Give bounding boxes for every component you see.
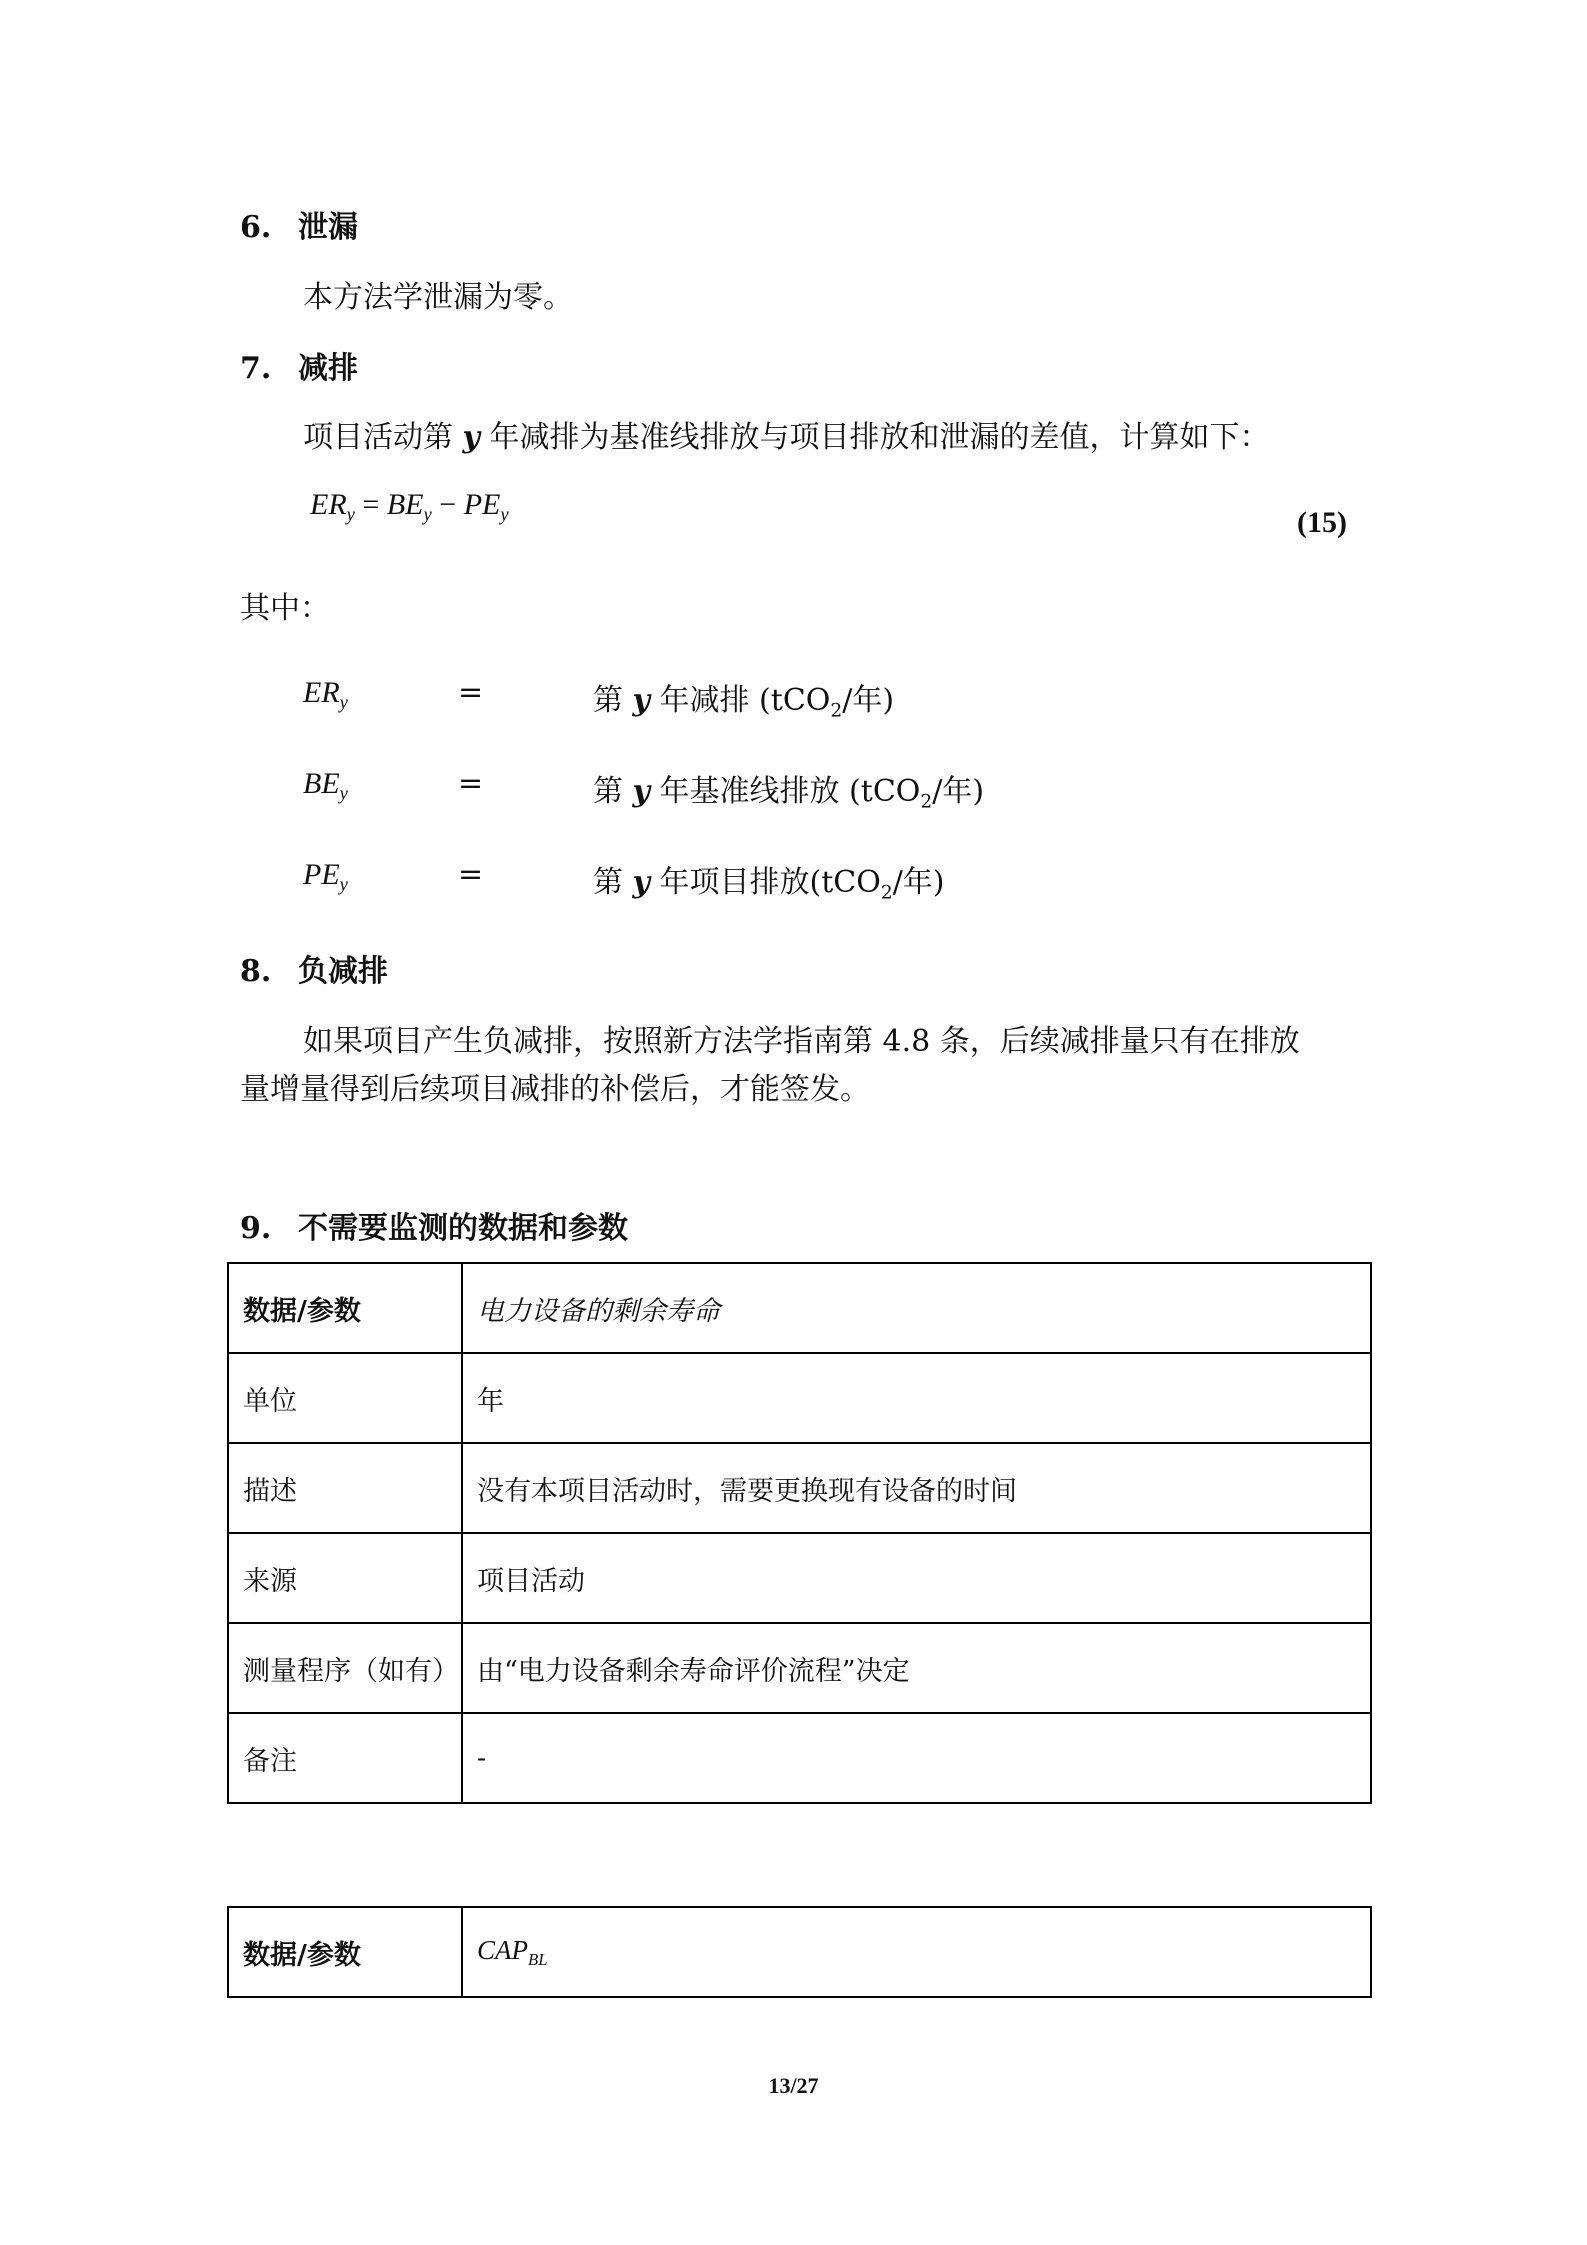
section-number: 9. [240, 1211, 272, 1246]
text: 第 [593, 774, 633, 809]
eq-lhs-sub: y [346, 504, 355, 526]
table-value: 项目活动 [462, 1533, 1371, 1623]
table-value: 电力设备的剩余寿命 [462, 1263, 1371, 1353]
def-text [593, 675, 894, 722]
text: 第 [593, 683, 633, 718]
subscript: 2 [830, 700, 843, 722]
section-9-heading [240, 1203, 628, 1247]
table-row [228, 1353, 1371, 1443]
table-row [228, 1263, 1371, 1353]
def-equals: = [458, 675, 484, 710]
eq-term2-sub: y [500, 504, 509, 526]
eq-term2: PE [463, 488, 501, 521]
section-title: 减排 [298, 351, 358, 386]
def-equals: = [458, 766, 484, 801]
def-symbol-sub: y [339, 874, 348, 896]
section-8-line-1: 如果项目产生负减排，按照新方法学指南第 4.8 条，后续减排量只有在排放 [303, 1024, 1300, 1059]
section-title: 负减排 [298, 954, 388, 989]
table-value: 由“电力设备剩余寿命评价流程”决定 [462, 1623, 1371, 1713]
table-value: 年 [462, 1353, 1371, 1443]
section-8-line-2: 量增量得到后续项目减排的补偿后，才能签发。 [240, 1072, 870, 1107]
table-row [228, 1443, 1371, 1533]
section-title: 泄漏 [298, 210, 358, 245]
text: 年减排 (tCO [649, 683, 831, 718]
table-key: 备注 [228, 1713, 462, 1803]
eq-lhs: ER [310, 488, 347, 521]
table-row [228, 1713, 1371, 1803]
def-text [593, 857, 945, 904]
def-symbol: ER [303, 676, 340, 709]
def-equals: = [458, 857, 484, 892]
text: 年项目排放(tCO [649, 865, 881, 900]
text: 年减排为基准线排放与项目排放和泄漏的差值，计算如下： [479, 420, 1270, 455]
def-symbol-sub: y [339, 692, 348, 714]
variable-y: y [462, 420, 480, 455]
table-value: - [462, 1713, 1371, 1803]
table-row [228, 1907, 1371, 1997]
text: /年) [842, 683, 895, 718]
table-value: 没有本项目活动时，需要更换现有设备的时间 [462, 1443, 1371, 1533]
definition-pe [303, 857, 348, 897]
definition-be [303, 766, 348, 806]
eq-term1-sub: y [423, 504, 432, 526]
section-number: 7. [240, 351, 272, 386]
param-symbol-sub: BL [528, 1949, 548, 1969]
def-symbol: PE [303, 858, 340, 891]
eq-minus: − [431, 488, 464, 521]
param-symbol: CAP [477, 1934, 528, 1965]
table-row [228, 1533, 1371, 1623]
section-number: 6. [240, 210, 272, 245]
section-6-body: 本方法学泄漏为零。 [303, 280, 573, 315]
section-7-body [303, 412, 1270, 456]
table-row [228, 1623, 1371, 1713]
table-value [462, 1907, 1371, 1997]
def-text [593, 766, 984, 813]
eq-equals: = [354, 488, 387, 521]
table-key: 数据/参数 [228, 1263, 462, 1353]
table-key: 来源 [228, 1533, 462, 1623]
parameter-table-cap-bl [227, 1906, 1372, 1998]
variable-y: y [632, 683, 650, 718]
section-title: 不需要监测的数据和参数 [298, 1211, 628, 1246]
where-label: 其中： [240, 591, 330, 626]
text: 年基准线排放 (tCO [649, 774, 921, 809]
section-8-heading [240, 946, 388, 990]
text: /年) [932, 774, 985, 809]
equation-15 [310, 488, 509, 527]
table-key: 单位 [228, 1353, 462, 1443]
variable-y: y [632, 865, 650, 900]
parameter-table-remaining-lifetime [227, 1262, 1372, 1804]
definition-er [303, 675, 348, 715]
eq-term1: BE [386, 488, 424, 521]
table-key: 描述 [228, 1443, 462, 1533]
def-symbol: BE [303, 767, 340, 800]
text: /年) [892, 865, 945, 900]
table-key: 数据/参数 [228, 1907, 462, 1997]
subscript: 2 [920, 791, 933, 813]
section-6-heading [240, 202, 358, 246]
subscript: 2 [880, 882, 893, 904]
table-key: 测量程序（如有） [228, 1623, 462, 1713]
section-number: 8. [240, 954, 272, 989]
text: 项目活动第 [303, 420, 463, 455]
variable-y: y [632, 774, 650, 809]
page-number: 13/27 [768, 2073, 819, 2098]
section-7-heading [240, 343, 358, 387]
def-symbol-sub: y [339, 783, 348, 805]
text: 第 [593, 865, 633, 900]
equation-number: (15) [1297, 506, 1347, 539]
